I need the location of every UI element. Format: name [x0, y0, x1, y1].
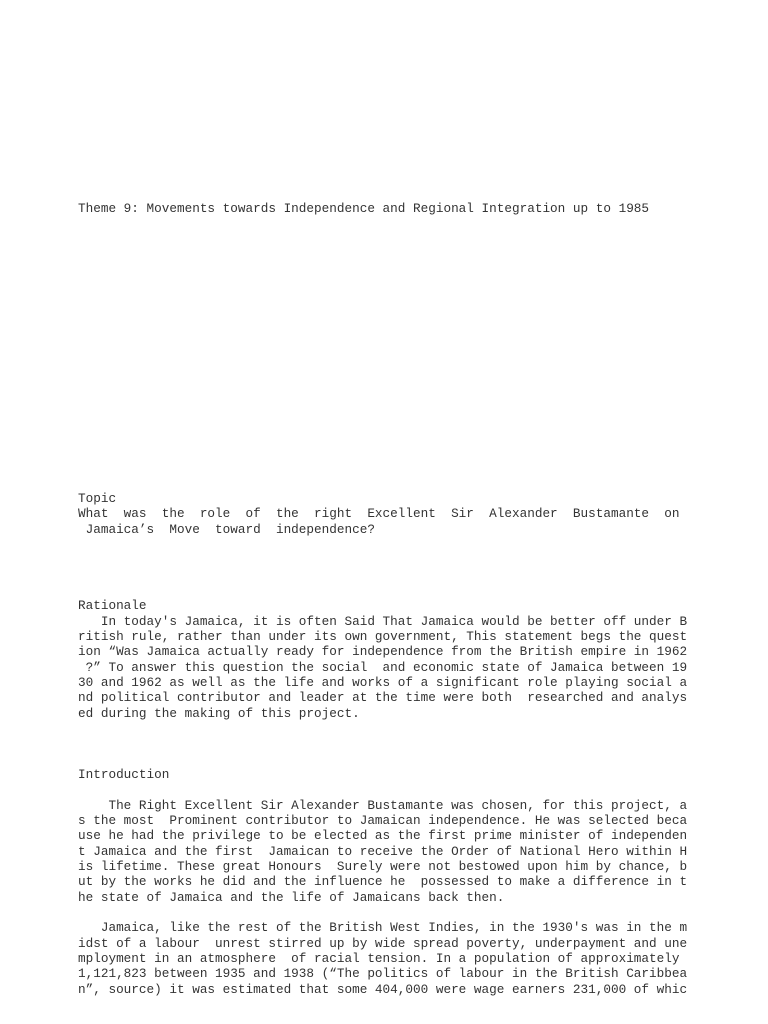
introduction-heading: Introduction [78, 767, 170, 782]
introduction-line: The Right Excellent Sir Alexander Bustamante was chosen, for this project, a [78, 798, 688, 813]
introduction-line: is lifetime. These great Honours Surely were not bestowed upon him by chance, b [78, 859, 688, 874]
rationale-line: ?” To answer this question the social and economic state of Jamaica between 19 [78, 660, 688, 675]
rationale-heading: Rationale [78, 598, 147, 613]
introduction-line: n”, source) it was estimated that some 404,000 were wage earners 231,000 of whic [78, 982, 688, 997]
rationale-line: In today's Jamaica, it is often Said That Jamaica would be better off under B [78, 614, 688, 629]
introduction-line: ut by the works he did and the influence he possessed to make a difference in t [78, 874, 688, 889]
introduction-line: Jamaica, like the rest of the British West Indies, in the 1930's was in the m [78, 920, 688, 935]
introduction-line: he state of Jamaica and the life of Jamaicans back then. [78, 890, 505, 905]
introduction-line: mployment in an atmosphere of racial tension. In a population of approximately [78, 951, 680, 966]
introduction-line: s the most Prominent contributor to Jamaican independence. He was selected beca [78, 813, 688, 828]
rationale-line: 30 and 1962 as well as the life and works of a significant role playing social a [78, 675, 688, 690]
introduction-line: use he had the privilege to be elected as the first prime minister of independen [78, 828, 688, 843]
introduction-line: 1,121,823 between 1935 and 1938 (“The politics of labour in the British Caribbea [78, 966, 688, 981]
topic-heading: Topic [78, 491, 117, 506]
theme-title: Theme 9: Movements towards Independence and Regional Integration up to 1985 [78, 201, 650, 216]
introduction-line: idst of a labour unrest stirred up by wide spread poverty, underpayment and une [78, 936, 688, 951]
topic-line: What was the role of the right Excellent Sir Alexander Bustamante on [78, 506, 680, 521]
introduction-line: t Jamaica and the first Jamaican to receive the Order of National Hero within H [78, 844, 688, 859]
topic-line: Jamaica’s Move toward independence? [78, 522, 375, 537]
rationale-line: ion “Was Jamaica actually ready for independence from the British empire in 1962 [78, 644, 688, 659]
rationale-line: nd political contributor and leader at the time were both researched and analys [78, 690, 688, 705]
rationale-line: ritish rule, rather than under its own government, This statement begs the quest [78, 629, 688, 644]
rationale-line: ed during the making of this project. [78, 706, 360, 721]
